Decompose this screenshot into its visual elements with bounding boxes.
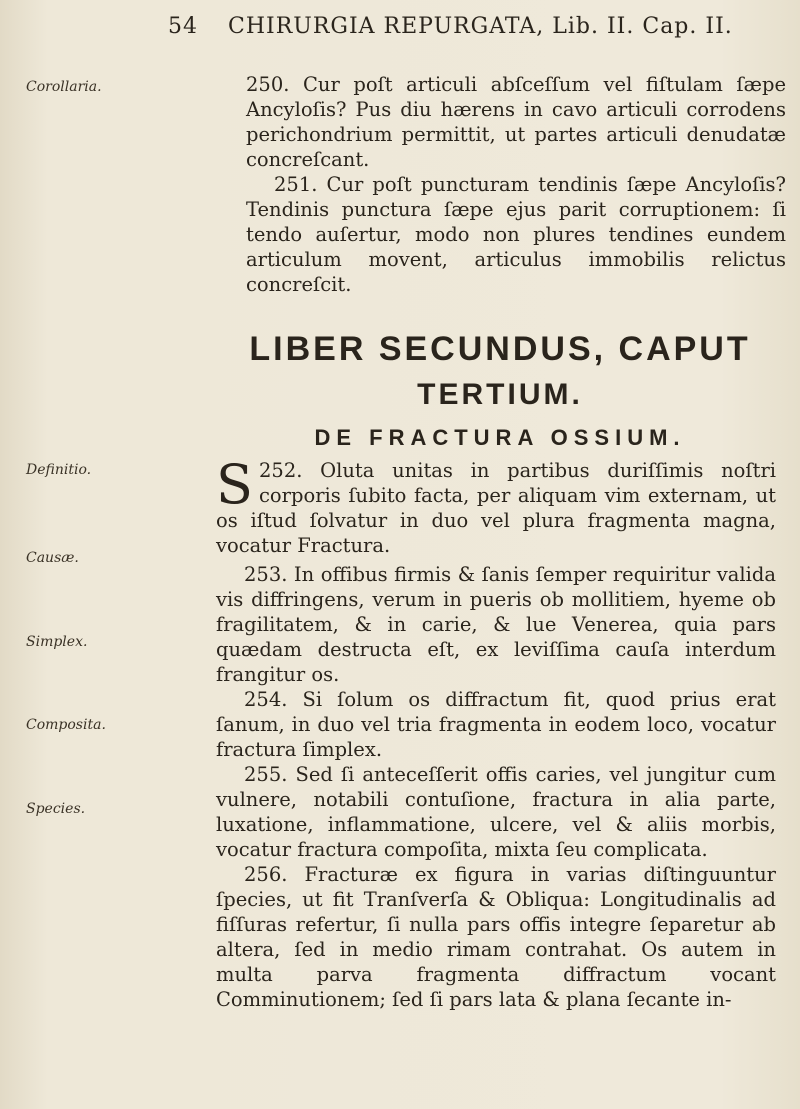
running-header — [168, 14, 768, 39]
drop-cap: S — [216, 453, 253, 516]
top-section — [246, 72, 786, 297]
paragraph-252 — [216, 453, 777, 558]
paragraph-251: 251. Cur poſt puncturam tendinis ſæpe Ancyloſis? Tendinis punctura ſæpe ejus parit corruptionem: ſi tendo auſertur, modo non plures tendines eundem articulum movent, articulus immobilis relictus concreſcit. — [246, 173, 786, 296]
paragraph-254: 254. Si ſolum os diffractum fit, quod prius erat ſanum, in duo vel tria fragmenta in eodem loco, vocatur fractura ſimplex. — [216, 688, 776, 761]
paragraph-253: 253. In offibus firmis & ſanis ſemper requiritur valida vis diffringens, verum in pueris ob mollitiem, hyeme ob fragilitatem, & in carie, & lue Venerea, quia pars quædam destructa eſt, ex leviſſima cauſa interdum frangitur os. — [216, 563, 776, 686]
margin-note-corollaria: Corollaria. — [26, 79, 102, 95]
page-number: 54 — [168, 14, 198, 39]
paragraph-252-number: 252. — [259, 459, 303, 482]
paragraph-256: 256. Fracturæ ex figura in varias diſtinguuntur ſpecies, ut fit Tranſverſa & Obliqua: Longitudinalis ad fiſſuras refertur, ſi nulla pars offis integre ſeparetur ab altera, ſed in medio rimam contrahat. Os autem in multa parva fragmenta diffractum vocant Comminutionem; ſed ſi pars lata & plana ſecante in- — [216, 863, 776, 1011]
margin-note-definitio: Definitio. — [26, 462, 92, 478]
paragraph-252-text: Oluta unitas in partibus duriſſimis noſtri corporis ſubito facta, per aliquam vim externam, ut os iſtud ſolvatur in duo vel plura fragmenta magna, vocatur Fractura. — [216, 459, 777, 557]
margin-note-species: Species. — [26, 801, 86, 817]
chapter-heading-line1: LIBER SECUNDUS, CAPUT — [249, 330, 751, 368]
paragraph-255: 255. Sed ſi anteceſſerit offis caries, vel jungitur cum vulnere, notabili contuſione, fractura in alia parte, luxatione, inflammatione, ulcere, vel & aliis morbis, vocatur fractura compoſita, mixta ſeu complicata. — [216, 763, 776, 861]
margin-note-causae: Causæ. — [26, 550, 79, 566]
main-section — [216, 453, 777, 1012]
paragraph-250: 250. Cur poſt articuli abſceſſum vel fiſtulam ſæpe Ancyloſis? Pus diu hærens in cavo articuli corrodens perichondrium permittit, ut partes articuli denudatæ concreſcant. — [246, 73, 786, 171]
header-title: CHIRURGIA REPURGATA, Lib. II. Cap. II. — [228, 14, 733, 39]
chapter-subtitle: DE FRACTURA OSSIUM. — [314, 425, 686, 450]
chapter-heading-line2: TERTIUM. — [417, 378, 583, 411]
margin-note-simplex: Simplex. — [26, 634, 88, 650]
margin-note-composita: Composita. — [26, 717, 106, 733]
